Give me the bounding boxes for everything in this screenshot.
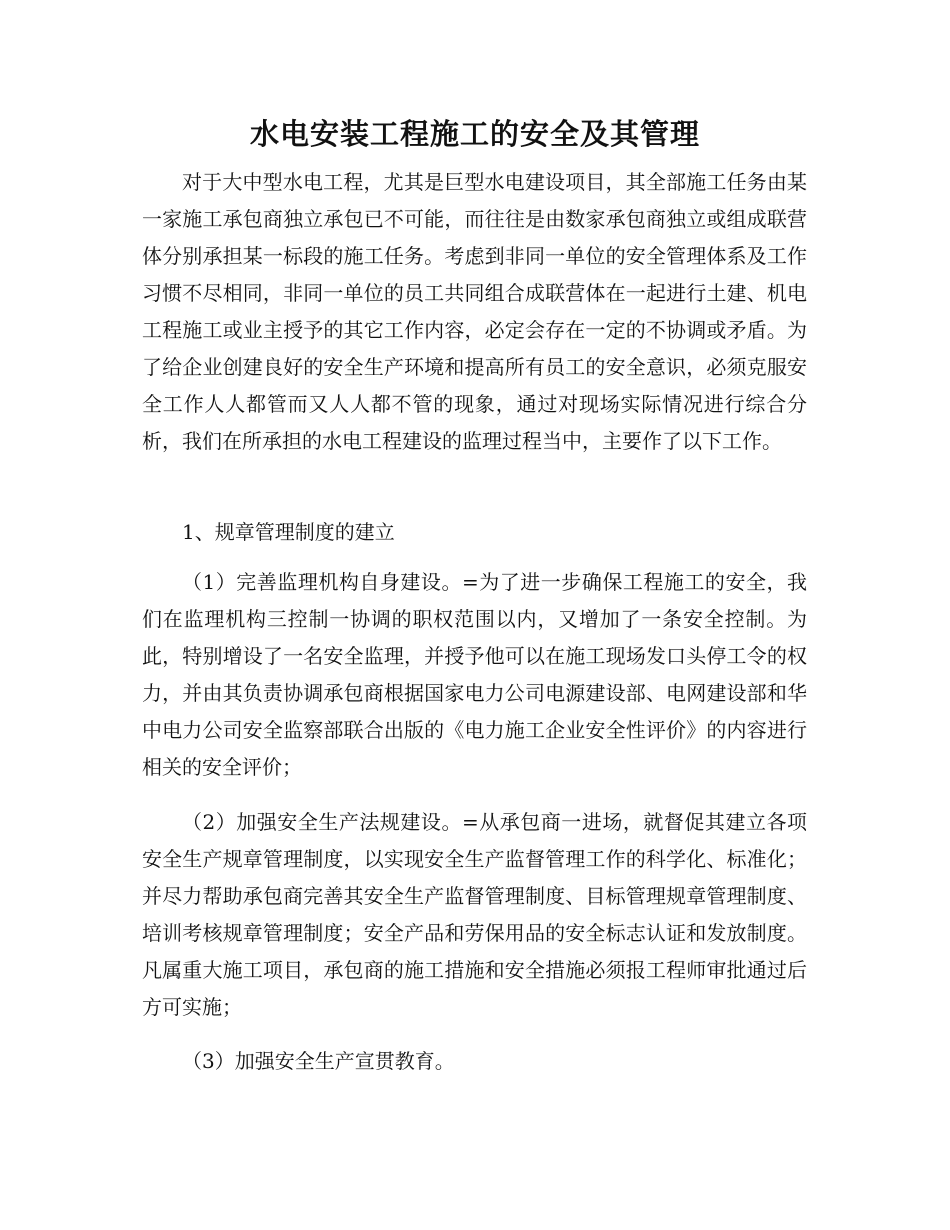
document-title: 水电安装工程施工的安全及其管理 bbox=[249, 117, 700, 151]
item-2-paragraph: （2）加强安全生产法规建设。=从承包商一进场，就督促其建立各项安全生产规章管理制度，以实现安全生产监督管理工作的科学化、标准化；并尽力帮助承包商完善其安全生产监督管理制度、目标管理规章管理制度、培训考核规章管理制度；安全产品和劳保用品的安全标志认证和发放制度。凡属重大施工项目，承包商的施工措施和安全措施必须报工程师审批通过后方可实施； bbox=[142, 810, 807, 1019]
item-1-paragraph: （1）完善监理机构自身建设。=为了进一步确保工程施工的安全，我们在监理机构三控制一协调的职权范围以内，又增加了一条安全控制。为此，特别增设了一名安全监理，并授予他可以在施工现场发口头停工令的权力，并由其负责协调承包商根据国家电力公司电源建设部、电网建设部和华中电力公司安全监察部联合出版的《电力施工企业安全性评价》的内容进行相关的安全评价； bbox=[142, 570, 807, 779]
item-3-paragraph: （3）加强安全生产宣贯教育。 bbox=[182, 1049, 455, 1073]
section-heading: 1、规章管理制度的建立 bbox=[182, 520, 395, 544]
intro-paragraph: 对于大中型水电工程，尤其是巨型水电建设项目，其全部施工任务由某一家施工承包商独立承包已不可能，而往往是由数家承包商独立或组成联营体分别承担某一标段的施工任务。考虑到非同一单位的安全管理体系及工作习惯不尽相同，非同一单位的员工共同组合成联营体在一起进行土建、机电工程施工或业主授予的其它工作内容，必定会存在一定的不协调或矛盾。为了给企业创建良好的安全生产环境和提高所有员工的安全意识，必须克服安全工作人人都管而又人人都不管的现象，通过对现场实际情况进行综合分析，我们在所承担的水电工程建设的监理过程当中，主要作了以下工作。 bbox=[142, 170, 807, 453]
